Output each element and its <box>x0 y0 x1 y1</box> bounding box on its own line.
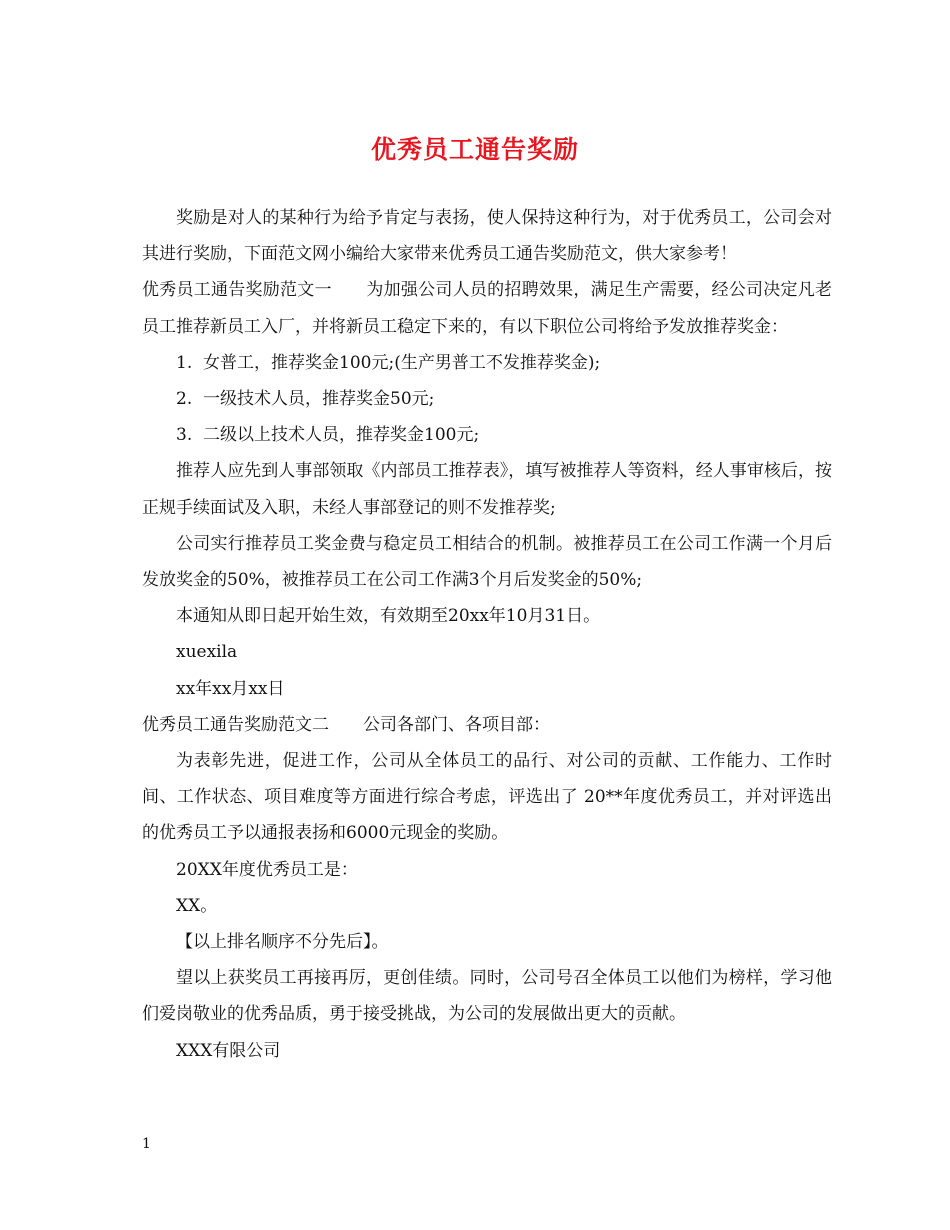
company-signature: XXX有限公司 <box>176 1040 281 1061</box>
list-item: 2. 一级技术人员，推荐奖金50元; <box>176 389 435 410</box>
body-paragraph: 为表彰先进，促进工作，公司从全体员工的品行、对公司的贡献、工作能力、工作时间、工作状态、项目难度等方面进行综合考虑，评选出了 20**年度优秀员工，并对评选出的优秀员工予以通报表扬和6000元现金的奖励。 <box>142 751 832 844</box>
body-paragraph: 推荐人应先到人事部领取《内部员工推荐表》，填写被推荐人等资料，经人事审核后，按正规手续面试及入职，未经人事部登记的则不发推荐奖; <box>142 461 832 518</box>
body-paragraph: XX。 <box>176 895 218 916</box>
body-paragraph: 20XX年度优秀员工是： <box>176 859 358 880</box>
signature-line: xuexila <box>176 642 238 663</box>
date-line: xx年xx月xx日 <box>176 678 285 699</box>
body-paragraph: 【以上排名顺序不分先后】。 <box>176 932 389 953</box>
sample-one-paragraph: 优秀员工通告奖励范文一 为加强公司人员的招聘效果，满足生产需要，经公司决定凡老员工推荐新员工入厂，并将新员工稳定下来的，有以下职位公司将给予发放推荐奖金： <box>142 280 832 337</box>
document-body <box>142 200 832 1069</box>
list-item: 1. 女普工，推荐奖金100元;(生产男普工不发推荐奖金); <box>176 352 601 373</box>
sample-two-paragraph: 优秀员工通告奖励范文二 公司各部门、各项目部： <box>142 714 550 735</box>
list-item: 3. 二级以上技术人员，推荐奖金100元; <box>176 425 480 446</box>
body-paragraph: 望以上获奖员工再接再厉，更创佳绩。同时，公司号召全体员工以他们为榜样，学习他们爱岗敬业的优秀品质，勇于接受挑战，为公司的发展做出更大的贡献。 <box>142 968 832 1025</box>
document-title: 优秀员工通告奖励 <box>370 135 579 164</box>
intro-paragraph: 奖励是对人的某种行为给予肯定与表扬，使人保持这种行为，对于优秀员工，公司会对其进行奖励，下面范文网小编给大家带来优秀员工通告奖励范文，供大家参考！ <box>142 208 832 265</box>
body-paragraph: 本通知从即日起开始生效，有效期至20xx年10月31日。 <box>176 606 601 627</box>
body-paragraph: 公司实行推荐员工奖金费与稳定员工相结合的机制。被推荐员工在公司工作满一个月后发放奖金的50%，被推荐员工在公司工作满3个月后发奖金的50%; <box>142 533 832 591</box>
page-number: 1 <box>142 1136 151 1152</box>
